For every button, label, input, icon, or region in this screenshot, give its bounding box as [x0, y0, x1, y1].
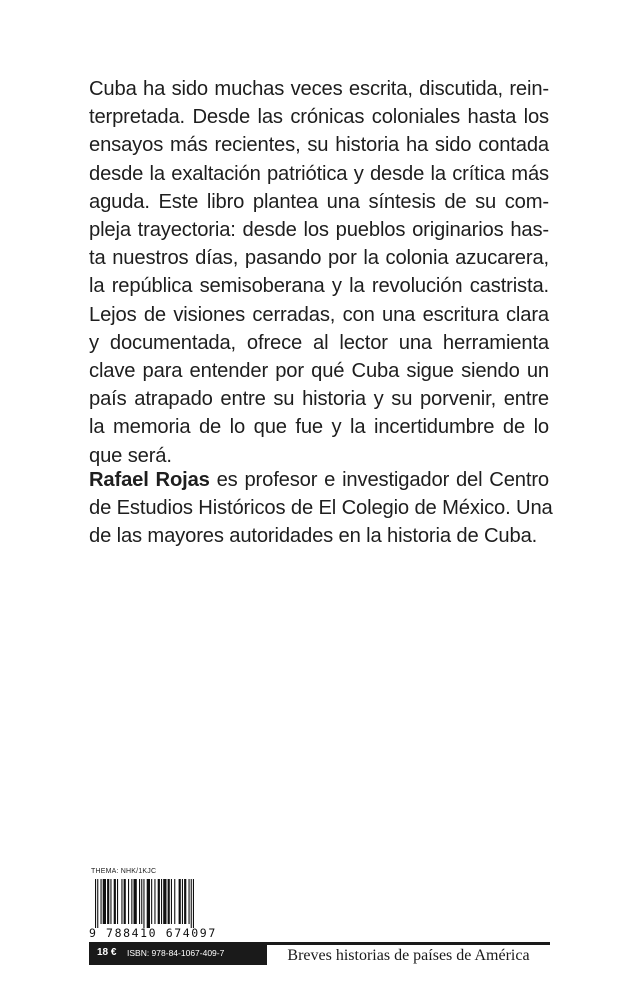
blurb-line: desde la exaltación patriótica y desde la crítica más: [89, 162, 549, 185]
bio-line: [89, 466, 549, 494]
blurb-line: la memoria de lo que fue y la incertidumbre de lo: [89, 416, 549, 439]
isbn-label: ISBN: 978-84-1067-409-7: [127, 948, 225, 958]
bio-line: de Estudios Históricos de El Colegio de México. Una: [89, 497, 553, 520]
blurb-line: ta nuestros días, pasando por la colonia azucarera,: [89, 247, 549, 270]
blurb-line: aguda. Este libro plantea una síntesis de su com-: [89, 190, 549, 213]
bio-line-rest: es profesor e investigador del Centro: [209, 469, 549, 491]
blurb-line: terpretada. Desde las crónicas coloniales hasta los: [89, 106, 549, 129]
blurb-line: pleja trayectoria: desde los pueblos originarios has-: [89, 219, 549, 242]
blurb-line: la república semisoberana y la revolución castrista.: [89, 275, 549, 298]
blurb-line: país atrapado entre su historia y su porvenir, entre: [89, 388, 549, 411]
author-name: Rafael Rojas: [89, 469, 210, 491]
blurb-line: ensayos más recientes, su historia ha sido contada: [89, 134, 549, 157]
barcode-icon: [95, 879, 231, 928]
author-bio: [89, 466, 553, 551]
book-blurb: [89, 75, 549, 470]
barcode-digits: 9 788410 674097: [89, 926, 217, 940]
price-label: 18 €: [97, 947, 117, 958]
blurb-line: clave para entender por qué Cuba sigue siendo un: [89, 360, 549, 383]
blurb-line: Lejos de visiones cerradas, con una escritura clara: [89, 303, 549, 326]
blurb-line: Cuba ha sido muchas veces escrita, discutida, rein-: [89, 78, 549, 100]
blurb-line: y documentada, ofrece al lector una herramienta: [89, 331, 549, 354]
collection-title: Breves historias de países de América: [267, 944, 550, 965]
bio-line: de las mayores autoridades en la historia de Cuba.: [89, 525, 538, 548]
blurb-line: que será.: [89, 444, 172, 467]
thema-code: THEMA: NHK/1KJC: [91, 868, 157, 875]
